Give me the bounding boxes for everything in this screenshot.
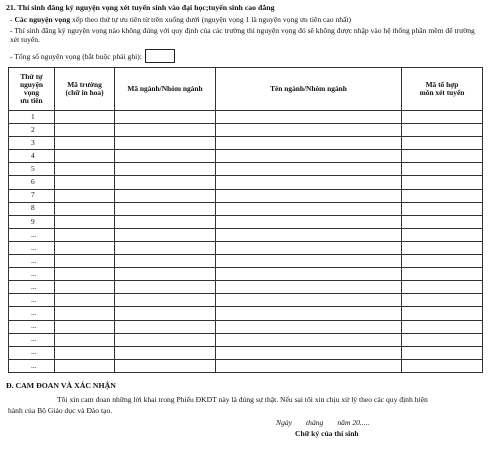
table-row <box>9 241 483 254</box>
table-cell-col-major-name[interactable] <box>216 281 402 294</box>
table-cell-col-school-code[interactable] <box>55 189 115 202</box>
row-index: ... <box>9 333 55 346</box>
table-cell-col-major-name[interactable] <box>216 189 402 202</box>
table-cell-col-major-code[interactable] <box>115 241 216 254</box>
table-cell-col-major-code[interactable] <box>115 202 216 215</box>
table-cell-col-major-code[interactable] <box>115 228 216 241</box>
table-header-col-subject-combo <box>402 68 483 111</box>
row-index: ... <box>9 359 55 372</box>
table-row <box>9 281 483 294</box>
table-cell-col-major-code[interactable] <box>115 176 216 189</box>
header-text: vọng <box>23 88 40 97</box>
table-cell-col-subject-combo[interactable] <box>402 111 483 124</box>
table-cell-col-major-code[interactable] <box>115 137 216 150</box>
table-cell-col-subject-combo[interactable] <box>402 255 483 268</box>
table-cell-col-school-code[interactable] <box>55 202 115 215</box>
table-cell-col-subject-combo[interactable] <box>402 163 483 176</box>
table-row <box>9 163 483 176</box>
table-cell-col-subject-combo[interactable] <box>402 359 483 372</box>
table-cell-col-subject-combo[interactable] <box>402 137 483 150</box>
table-cell-col-major-name[interactable] <box>216 294 402 307</box>
table-cell-col-major-name[interactable] <box>216 268 402 281</box>
wishes-table <box>8 67 483 373</box>
table-row <box>9 150 483 163</box>
table-body <box>9 111 483 373</box>
table-row <box>9 189 483 202</box>
row-index: ... <box>9 320 55 333</box>
row-index: 6 <box>9 176 55 189</box>
table-cell-col-school-code[interactable] <box>55 294 115 307</box>
note-priority-bold: Các nguyện vọng <box>14 15 71 24</box>
table-header-col-major-name <box>216 68 402 111</box>
table-cell-col-major-name[interactable] <box>216 255 402 268</box>
note-priority: - Các nguyện vọng xếp theo thứ tự ưu tiên từ trên xuống dưới (nguyện vọng 1 là nguyện vọng ưu tiên cao nhất) <box>10 15 352 24</box>
table-cell-col-major-name[interactable] <box>216 111 402 124</box>
table-cell-col-school-code[interactable] <box>55 281 115 294</box>
table-row <box>9 124 483 137</box>
table-cell-col-subject-combo[interactable] <box>402 268 483 281</box>
table-cell-col-major-code[interactable] <box>115 333 216 346</box>
table-cell-col-major-name[interactable] <box>216 333 402 346</box>
table-cell-col-subject-combo[interactable] <box>402 346 483 359</box>
table-cell-col-school-code[interactable] <box>55 255 115 268</box>
table-cell-col-major-name[interactable] <box>216 346 402 359</box>
table-cell-col-school-code[interactable] <box>55 241 115 254</box>
table-cell-col-subject-combo[interactable] <box>402 307 483 320</box>
table-header-col-major-code <box>115 68 216 111</box>
header-text: Mã tổ hợp <box>425 79 459 89</box>
table-cell-col-major-name[interactable] <box>216 320 402 333</box>
row-index: ... <box>9 294 55 307</box>
table-cell-col-school-code[interactable] <box>55 228 115 241</box>
table-cell-col-major-name[interactable] <box>216 215 402 228</box>
row-index: ... <box>9 241 55 254</box>
table-cell-col-major-name[interactable] <box>216 202 402 215</box>
date-day: Ngày <box>276 418 293 427</box>
header-text: Mã ngành/Nhóm ngành <box>127 83 203 93</box>
table-cell-col-major-name[interactable] <box>216 137 402 150</box>
header-text: (chữ in hoa) <box>65 88 104 97</box>
row-index: 7 <box>9 189 55 202</box>
row-index: ... <box>9 228 55 241</box>
table-row <box>9 294 483 307</box>
row-index: ... <box>9 281 55 294</box>
section-title: 21. Thí sinh đăng ký nguyện vọng xét tuyển sinh vào đại học;tuyển sinh cao đẳng <box>6 3 275 12</box>
table-cell-col-major-code[interactable] <box>115 320 216 333</box>
table-row <box>9 359 483 372</box>
table-row <box>9 333 483 346</box>
table-cell-col-subject-combo[interactable] <box>402 281 483 294</box>
note-total <box>10 50 175 64</box>
table-cell-col-subject-combo[interactable] <box>402 294 483 307</box>
table-row <box>9 111 483 124</box>
table-cell-col-school-code[interactable] <box>55 176 115 189</box>
table-cell-col-school-code[interactable] <box>55 124 115 137</box>
table-row <box>9 346 483 359</box>
table-cell-col-major-name[interactable] <box>216 150 402 163</box>
table-cell-col-subject-combo[interactable] <box>402 150 483 163</box>
table-cell-col-school-code[interactable] <box>55 215 115 228</box>
table-cell-col-subject-combo[interactable] <box>402 124 483 137</box>
table-cell-col-subject-combo[interactable] <box>402 333 483 346</box>
table-header-col-school-code <box>55 68 115 111</box>
table-cell-col-school-code[interactable] <box>55 320 115 333</box>
table-cell-col-major-code[interactable] <box>115 307 216 320</box>
header-text: ưu tiên <box>20 96 43 106</box>
table-cell-col-subject-combo[interactable] <box>402 241 483 254</box>
table-cell-col-major-name[interactable] <box>216 228 402 241</box>
table-header-row <box>9 68 483 111</box>
table-cell-col-major-code[interactable] <box>115 189 216 202</box>
row-index: 5 <box>9 163 55 176</box>
header-text: Thứ tự <box>20 71 43 81</box>
table-cell-col-subject-combo[interactable] <box>402 202 483 215</box>
table-row <box>9 320 483 333</box>
total-wishes-box[interactable] <box>145 49 175 63</box>
table-cell-col-major-code[interactable] <box>115 124 216 137</box>
row-index: ... <box>9 255 55 268</box>
row-index: ... <box>9 307 55 320</box>
table-cell-col-major-code[interactable] <box>115 163 216 176</box>
commitment-line-1: Tôi xin cam đoan những lời khai trong Phiếu ĐKDT này là đúng sự thật. Nếu sai tôi xin chịu xử lý theo các quy định hiện <box>57 395 428 404</box>
table-cell-col-major-name[interactable] <box>216 163 402 176</box>
table-row <box>9 202 483 215</box>
table-row <box>9 255 483 268</box>
table-cell-col-school-code[interactable] <box>55 268 115 281</box>
table-cell-col-subject-combo[interactable] <box>402 176 483 189</box>
table-cell-col-subject-combo[interactable] <box>402 228 483 241</box>
table-cell-col-major-code[interactable] <box>115 346 216 359</box>
table-cell-col-major-code[interactable] <box>115 359 216 372</box>
row-index: 1 <box>9 111 55 124</box>
table-cell-col-school-code[interactable] <box>55 346 115 359</box>
table-cell-col-school-code[interactable] <box>55 359 115 372</box>
header-text: Mã trường <box>67 79 102 89</box>
date-year: năm 20..... <box>337 418 370 427</box>
table-header-col-order <box>9 68 55 111</box>
table-cell-col-major-code[interactable] <box>115 268 216 281</box>
date-month: tháng <box>306 418 324 427</box>
table-cell-col-major-name[interactable] <box>216 176 402 189</box>
table-cell-col-major-name[interactable] <box>216 307 402 320</box>
header-text: nguyện <box>19 79 43 89</box>
row-index: 2 <box>9 124 55 137</box>
signature-label: Chữ ký của thí sinh <box>295 429 359 438</box>
table-cell-col-subject-combo[interactable] <box>402 320 483 333</box>
note-total-text: - Tổng số nguyện vọng (bắt buộc phải ghi): <box>10 51 142 61</box>
table-cell-col-major-code[interactable] <box>115 255 216 268</box>
table-cell-col-major-code[interactable] <box>115 111 216 124</box>
table-cell-col-school-code[interactable] <box>55 307 115 320</box>
table-row <box>9 268 483 281</box>
table-cell-col-major-code[interactable] <box>115 215 216 228</box>
table-cell-col-school-code[interactable] <box>55 150 115 163</box>
row-index: 8 <box>9 202 55 215</box>
table-row <box>9 215 483 228</box>
note-invalid: - Thí sinh đăng ký nguyện vọng nào không đúng với quy định của các trường thì nguyện vọng đó sẽ không được nhập vào hệ thống phần mềm để trường xét tuyển. <box>10 26 475 44</box>
table-cell-col-subject-combo[interactable] <box>402 189 483 202</box>
table-row <box>9 137 483 150</box>
table-cell-col-school-code[interactable] <box>55 333 115 346</box>
table-cell-col-major-code[interactable] <box>115 281 216 294</box>
table-row <box>9 307 483 320</box>
commitment-title: Đ. CAM ĐOAN VÀ XÁC NHẬN <box>6 381 116 390</box>
table-cell-col-major-name[interactable] <box>216 359 402 372</box>
date-line <box>276 419 369 428</box>
table-row <box>9 228 483 241</box>
note-priority-text: xếp theo thứ tự ưu tiên từ trên xuống dưới (nguyện vọng 1 là nguyện vọng ưu tiên cao nhất) <box>70 15 352 24</box>
table-cell-col-school-code[interactable] <box>55 137 115 150</box>
table-cell-col-subject-combo[interactable] <box>402 215 483 228</box>
header-text: Tên ngành/Nhóm ngành <box>270 83 347 93</box>
commitment-line-2: hành của Bộ Giáo dục và Đào tạo. <box>8 406 113 415</box>
table-cell-col-major-name[interactable] <box>216 124 402 137</box>
row-index: 4 <box>9 150 55 163</box>
table-cell-col-school-code[interactable] <box>55 111 115 124</box>
table-row <box>9 176 483 189</box>
table-cell-col-major-name[interactable] <box>216 241 402 254</box>
row-index: 9 <box>9 215 55 228</box>
table-cell-col-major-code[interactable] <box>115 150 216 163</box>
header-text: môn xét tuyển <box>419 88 465 97</box>
row-index: 3 <box>9 137 55 150</box>
row-index: ... <box>9 268 55 281</box>
table-cell-col-school-code[interactable] <box>55 163 115 176</box>
table-cell-col-major-code[interactable] <box>115 294 216 307</box>
row-index: ... <box>9 346 55 359</box>
